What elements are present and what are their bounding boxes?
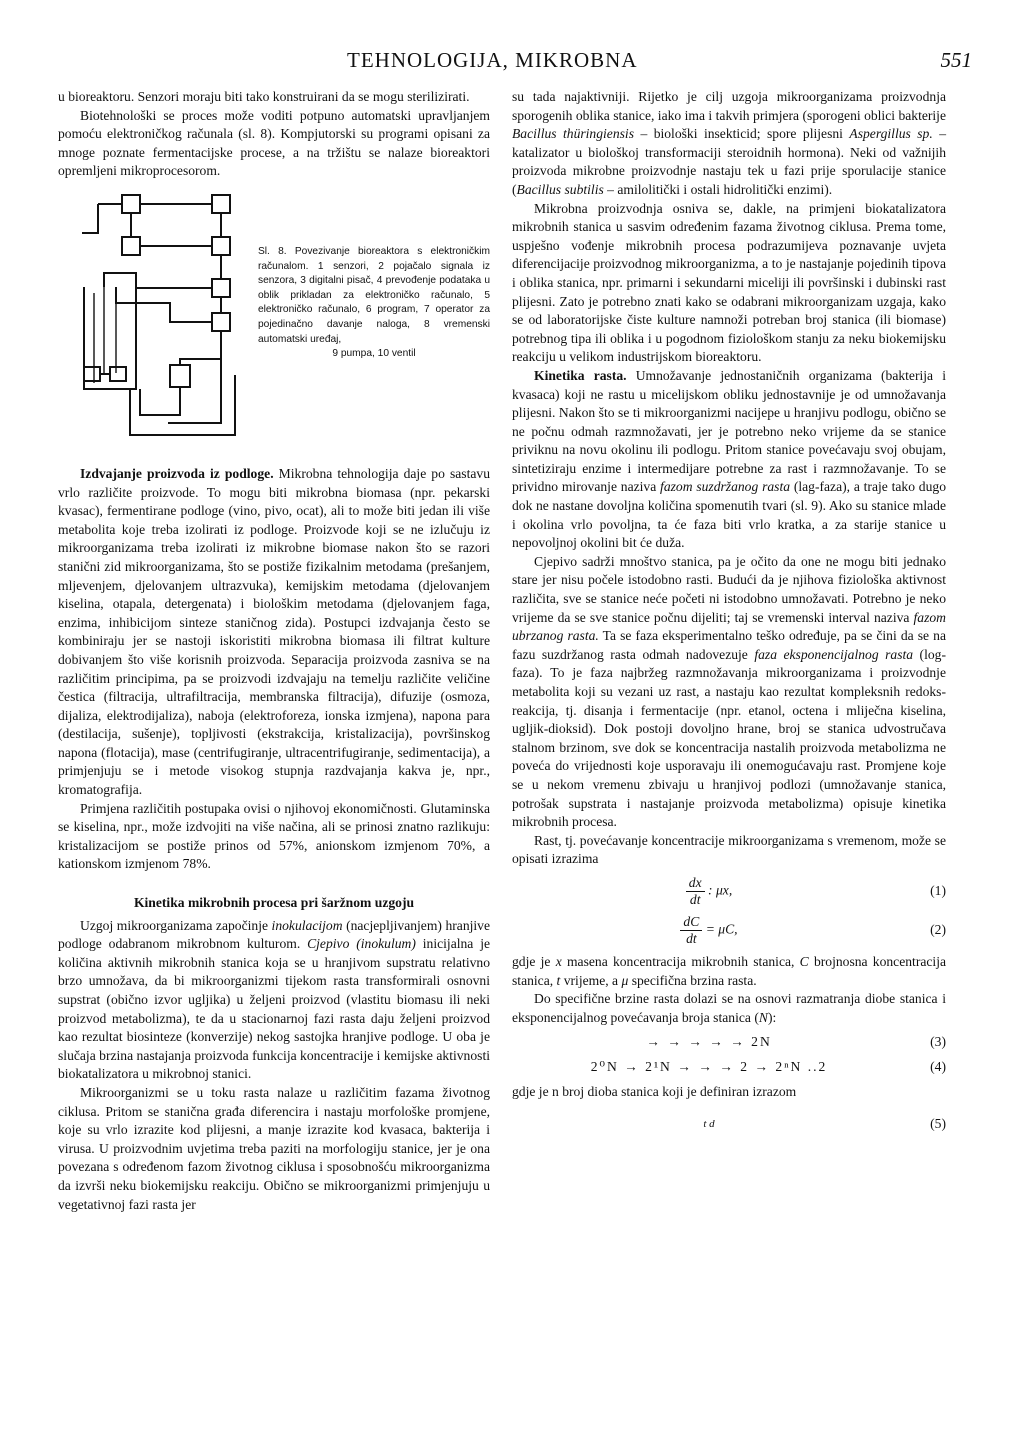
symbol: C: [799, 953, 809, 969]
italic-term: Bacillus thüringiensis: [512, 126, 634, 142]
equation-formula: [512, 875, 906, 908]
paragraph: [512, 990, 946, 1027]
figure-caption-body: 1 senzori, 2 pojačalo signala iz senzora, 3 digitalni pisač, 4 prevođenje podataka u oblik prikladan za elektroničko računalo, 5 elektroničko računalo, 6 program, 7 operator za pojedinačno davanje naloga, 8 vremenski automatski uređaj,: [258, 260, 490, 345]
paragraph: Mikrobna proizvodnja osniva se, dakle, na primjeni biokatalizatora mikrobnih stanica u sasvim određenim fazama životnog ciklusa. Prema tome, uspješno vođenje mikrobnih procesa podrazumijeva poznavanje uvjeta diferencijacije proizvodnog mikroorganizma, a to je nastajanje pojedinih tipova i oblika stanica, npr. primarni i sekundarni miceliji ili površinski i dubinski rast plijesni. Zato je potrebno znati kako se odabrani mikroorganizam uzgaja, kako se od laboratorijske čiste kulture namnoži potreban broj stanica (ili biomase) potrebnog tipa ili oblika i u pogodnom fiziološkom stanju za neku biokemijsku reakciju u velikom industrijskom bioreaktoru.: [512, 200, 946, 365]
paragraph: Biotehnološki se proces može voditi potpuno automatski upravljanjem pomoću elektroničkog računala (sl. 8). Kompjutorski su programi opisani za mnoge poznate fermentacijske procese, a na tržištu se nalaze bioreaktori opremljeni mikroprocesorom.: [58, 107, 490, 179]
symbol: μ: [621, 972, 629, 988]
diagram-box: [212, 195, 230, 213]
diagram-box: [170, 365, 190, 387]
figure-caption-last: 9 pumpa, 10 ventil: [332, 348, 416, 360]
paragraph: [58, 465, 490, 800]
text: – biološki insekticid; spore plijesni: [634, 126, 850, 142]
paragraph: [512, 553, 946, 832]
text: (nacjepljivanjem) hranjive podloge odabranom mikrobnom kulturom.: [58, 917, 491, 952]
equation-rhs: : μx,: [708, 882, 733, 898]
text: (log-faza). To je faza najbržeg razmnožavanja mikroorganizama i proizvodnje metabolita koji su vezani uz rast, a nastaju kao rezultat kompleksnih redoks-reakcija, tj. disanja i fermentacije (npr. etanol, octena i mliječna kiselina, ugljik-dioksid). Dok postoji dovoljno hrane, broj se stanica udvostručava stalnom brzinom, sve dok se koncentracija nastalih proizvoda metabolizma ne poveća do vrijednosti koje usporavaju ili onemogućavaju rast. Promjene koje se u nekom vremenu zbivaju u hranjivoj podlozi (umnožavanje stanica, potrošak supstrata i nastajanje proizvoda metabolizma) opisuje kinetika mikrobnih procesa.: [512, 646, 946, 830]
text: (lag-faza), a traje tako dugo dok ne nastane dovoljna količina spomenutih tvari (sl. 9). Ako su stanice mlade i okolina vrlo povoljna, ta će faza biti vrlo kratka, a za starije stanice u nepovoljnoj okolini bit će duža.: [512, 479, 946, 551]
paragraph: Rast, tj. povećavanje koncentracije mikroorganizama s vremenom, može se opisati izrazima: [512, 832, 946, 867]
equation-formula: t d: [703, 1118, 715, 1131]
symbol: N: [758, 1009, 768, 1025]
page-header: [0, 48, 1024, 78]
figure-caption-title: Sl. 8. Povezivanje bioreaktora s elektroničkim računalom.: [258, 245, 490, 272]
text: masena koncentracija mikrobnih stanica,: [561, 953, 800, 969]
figure-8: [58, 193, 490, 455]
text: brojnosna koncentracija stanica,: [512, 953, 947, 988]
run-in-heading: Kinetika rasta.: [534, 367, 627, 383]
text: vrijeme, a: [560, 972, 622, 988]
italic-term: Bacillus subtilis: [516, 181, 604, 197]
text: ):: [767, 1009, 777, 1025]
diagram-box: [212, 279, 230, 297]
equation-formula: → → → → → 2N: [646, 1034, 772, 1050]
equation-formula: [512, 914, 906, 947]
equation-number: (4): [930, 1058, 946, 1074]
paragraph: u bioreaktoru. Senzori moraju biti tako konstruirani da se mogu sterilizirati.: [58, 89, 470, 104]
diagram-box: [84, 367, 100, 381]
italic-term: Aspergillus sp.: [849, 126, 933, 142]
text: Umnožavanje jednostaničnih organizama (bakterija i kvasaca) koji ne rastu u micelijskom obliku jednostavnije je od umnožavanja plijesni. Nakon što se ti mikroorganizmi nacijepe u hranjivu podlogu, obično se ne počnu odmah razmnožavati, jer je potrebno neko vrijeme da se stanice priviknu na novu okolinu ili podlogu. Pritom stanice povećavaju svoj obujam, sintetiziraju enzime i intermedijare potrebne za rast i razmnožavanje. To se prividno mirovanje naziva: [512, 367, 946, 495]
fraction-denominator: dt: [686, 930, 697, 946]
equation-3: [512, 1033, 946, 1052]
symbol: x: [555, 953, 562, 969]
run-in-heading: Izdvajanje proizvoda iz podloge.: [80, 465, 274, 481]
text: – katalizator u biološkoj transformaciji steroidnih hormona). Neki od važnijih proizvoda mikrobne proizvodnje nastaju tek u fazi prije sporulacije stanice (: [512, 126, 946, 197]
equation-number: (5): [930, 1116, 946, 1132]
equation-2: [512, 914, 946, 947]
equation-rhs: = μC,: [705, 921, 738, 937]
text: su tada najaktivniji. Rijetko je cilj uzgoja mikroorganizama proizvodnja sporogenih oblika stanice, iako ima i takvih primjera (sporogeni oblici bakterije: [512, 89, 946, 123]
text: gdje je: [512, 953, 556, 969]
text: Uzgoj mikroorganizama započinje: [80, 917, 272, 933]
paragraph: [512, 953, 946, 990]
fraction-denominator: dt: [689, 891, 701, 907]
diagram-box: [212, 237, 230, 255]
fraction-numerator: dx: [686, 875, 705, 892]
equation-1: [512, 875, 946, 908]
paragraph: [58, 917, 490, 1084]
right-column: [512, 88, 946, 1140]
diagram-box: [110, 367, 126, 381]
diagram-box: [122, 237, 140, 255]
running-title: TEHNOLOGIJA, MIKROBNA: [347, 48, 638, 72]
paragraph: gdje je n broj dioba stanica koji je definiran izrazom: [512, 1083, 797, 1099]
equation-number: (2): [930, 922, 946, 938]
text: Ta se faza eksperimentalno teško određuje, pa se čini da se na fazu suzdržanog rasta odmah nadovezuje: [512, 628, 947, 662]
italic-term: fazom ubrzanog rasta.: [512, 609, 946, 644]
italic-term: inokulacijom: [271, 917, 343, 933]
left-column: [58, 88, 490, 1214]
symbol: t: [556, 972, 561, 988]
text: inicijalna je količina aktivnih mikrobnih stanica koja se u hranjivom supstratu relativno brzo umnožava, da bi mikroorganizmi tijekom rasta transformirali osnovni supstrat (obično izvor ugljika) u željeni proizvod (vlastitu biomasu ili neki proizvod metabolizma), te da u stacionarnoj fazi rasta daju željeni proizvod kao rezultat biosinteze (konverzije) nekog sastojka hranjive podloge. U oba je slučaja brzina nastajanja proizvoda funkcija koncentracije i kemijske aktivnosti biokatalizatora u mikrobnoj stanici.: [58, 936, 491, 1082]
figure-caption: [258, 245, 490, 362]
paragraph: [512, 367, 946, 553]
equation-number: (1): [930, 883, 946, 899]
text: Cjepivo sadrži mnoštvo stanica, pa je očito da one ne mogu biti jednako stare jer nisu počele istodobno rasti. Budući da je njihova fiziološka aktivnost različita, sve se stanice neće početi ni istodobno umnožavati. Potrebno je neko vrijeme da se sve stanice počnu dijeliti; taj se vremenski interval naziva: [512, 553, 946, 625]
diagram-box: [212, 313, 230, 331]
paragraph: [512, 88, 946, 200]
equation-4: [512, 1058, 946, 1077]
page-number: 551: [940, 48, 972, 72]
fraction-numerator: dC: [680, 914, 702, 931]
text: specifična brzina rasta.: [628, 972, 757, 988]
italic-term: faza eksponencijalnog rasta: [754, 646, 914, 662]
italic-term: Cjepivo (inokulum): [307, 936, 416, 952]
text: Do specifične brzine rasta dolazi se na osnovi razmatranja diobe stanica i eksponencijalnog povećavanja broja stanica (: [512, 991, 946, 1025]
equation-formula: 2⁰N → 2¹N → → → 2 → 2ⁿN ..2: [590, 1058, 828, 1074]
section-heading: Kinetika mikrobnih procesa pri šaržnom uzgoju: [133, 895, 415, 911]
paragraph: Mikroorganizmi se u toku rasta nalaze u različitim fazama životnog ciklusa. Pritom se stanična građa diferencira i nastaju morfološke promjene, koje su vrlo izrazite kod plijesni, a manje izrazite kod kvasaca, bakterija i virusa. U proizvodnim uvjetima treba paziti na morfologiju stanice, jer je ona povezana s određenom fazom životnog ciklusa i sposobnošću mikroorganizma da izvrši neku biokemijsku reakciju. Obično se mikroorganizmi primjenjuju u vegetativnoj fazi rasta jer: [58, 1084, 490, 1212]
italic-term: fazom suzdržanog rasta: [660, 479, 791, 495]
paragraph-text: Mikrobna tehnologija daje po sastavu vrlo različite proizvode. To mogu biti mikrobna biomasa (npr. pekarski kvasac), fermentirane podloge (vino, pivo, ocat), ali to može biti jedan ili više metabolita koje treba izolirati iz podloge. Proizvode koji se ne izlučuju iz mikroorganizama treba izolirati iz mikrobne biomase nakon što se razori stanični zid mikroorganizama, što se postiže fizikalnim metodama (prešanjem, mljevenjem, djelovanjem ultrazvuka), kemijskim metodama (djelovanjem kiselina, otapala, detergenata) i biološkim metodama (djelovanjem faga, enzima, inhibicijom sinteze staničnog zida). Postupci izdvajanja često se kombiniraju jer se nastoji iskoristiti mikrobna biomasa ili filtrat kulture dobivanjem što više korisnih proizvoda. Separacija proizvoda zasniva se na različitim principima, pa se proizvodi izdvajaju na temelju različite veličine čestica (filtracija, ultrafiltracija, membranska filtracija), difuzije (osmoza, dijaliza, elektrodijaliza), naboja (elektroforeza, ionska izmjena), napona para (destilacija, sušenje), topljivosti (ekstrakcija, kristalizacija), površinskog napona (flotacija), mase (centrifugiranje, ultracentrifugiranje, sedimentacija), a primjenjuju se i metode visokog stupnja razdvajanja kakva je, npr., kromatografija.: [58, 465, 490, 798]
equation-5: [512, 1115, 946, 1134]
bioreactor-computer-diagram: [80, 193, 260, 455]
text: – amilolitički i ostali hidrolitički enzimi).: [603, 181, 833, 197]
equation-number: (3): [930, 1034, 946, 1050]
paragraph: Primjena različitih postupaka ovisi o njihovoj ekonomičnosti. Glutaminska se kiselina, npr., može izdvojiti na više načina, ali se prinosi znatno razlikuju: kristalizacijom se postiže prinos od 57%, anionskom izmjenom 70%, a kationskom izmjenom 78%.: [58, 800, 490, 872]
diagram-box: [122, 195, 140, 213]
